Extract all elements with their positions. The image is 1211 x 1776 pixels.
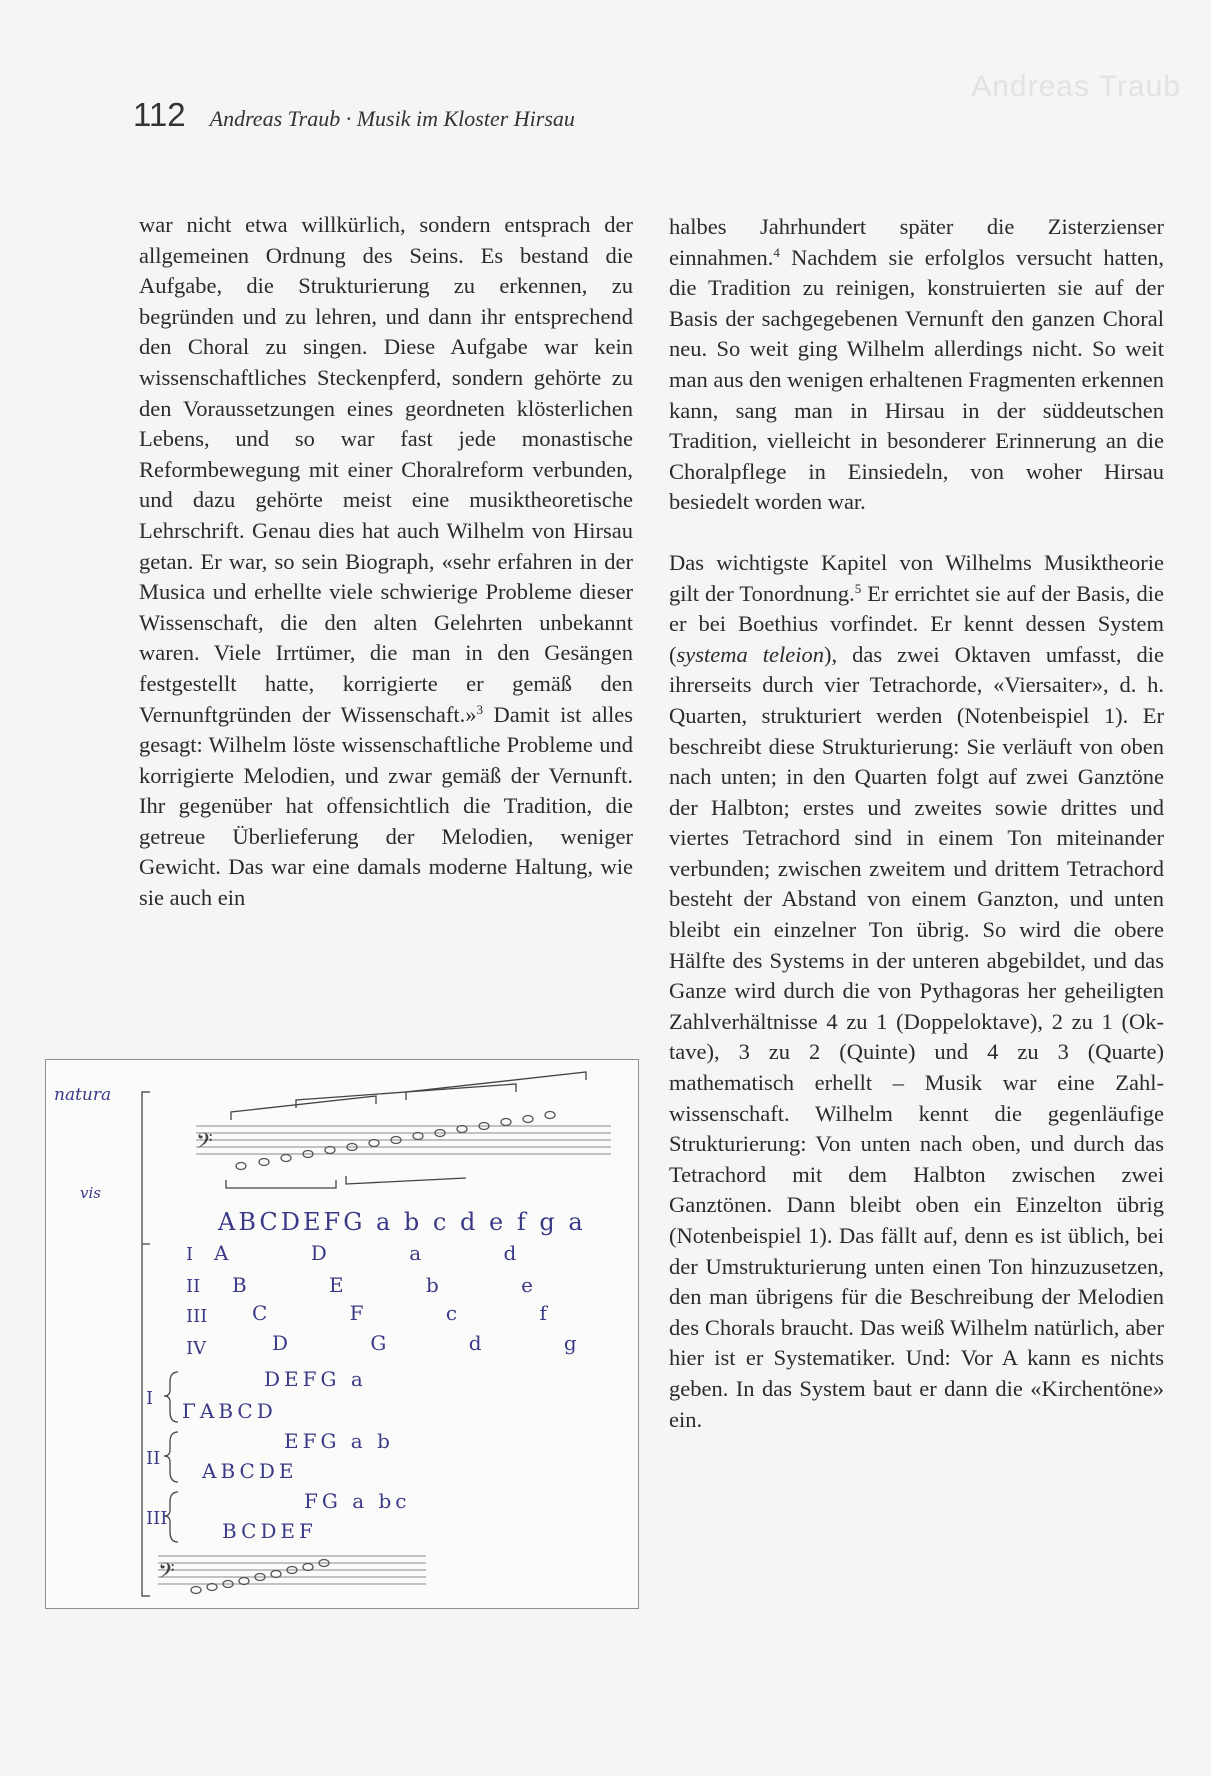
top-staff <box>196 1072 611 1188</box>
right-paragraph-1: halbes Jahrhundert später die Zisterzienser einnahmen.$^4$ Nachdem sie erfolglos versucht hatten, die Tradition zu reinigen, konstruierten sie auf der Basis der sachgegebenen Vernunft den ganzen Choral neu. So weit ging Wilhelm allerdings nicht. So weit man aus den wenigen erhaltenen Fragmenten erkennen kann, sang man in Hirsau in der süddeutschen Tradition, vielleicht in besonderer Erinnerung an die Choralpflege in Einsiedeln, von woher Hirsau besiedelt worden war. <box>669 214 1164 515</box>
term-systema-teleion: systema teleion <box>676 641 824 667</box>
roman-numeral: III <box>186 1306 208 1327</box>
label-natura: natura <box>54 1085 112 1105</box>
page-number: 112 <box>133 96 186 133</box>
footnote-ref-5[interactable]: 5 <box>854 580 862 596</box>
footnote-ref-3[interactable]: 3 <box>476 701 484 717</box>
roman-numeral: III <box>146 1508 168 1529</box>
roman-numeral: I <box>186 1244 194 1265</box>
footnote-ref-4[interactable]: 4 <box>773 244 780 260</box>
natura-tetrachords <box>186 1241 615 1359</box>
vis-groups <box>146 1367 411 1543</box>
natura-scale: ABCDEFG a b c d e f g a <box>218 1208 586 1236</box>
running-title: Andreas Traub · Musik im Kloster Hirsau <box>209 106 575 131</box>
vis-lower-notes: BCDEF <box>222 1519 317 1543</box>
handwritten-diagram <box>46 1060 638 1608</box>
vis-lower-notes: ABCDE <box>202 1459 298 1483</box>
left-column <box>139 210 633 914</box>
vis-upper-notes: EFG a b <box>284 1429 394 1453</box>
tetrachord-notes: C F c f <box>252 1301 585 1325</box>
music-example-figure <box>45 1059 639 1609</box>
roman-numeral: II <box>186 1276 201 1297</box>
vis-upper-notes: DEFG a <box>264 1367 367 1391</box>
bottom-staff <box>158 1556 426 1594</box>
right-column <box>669 212 1164 1435</box>
left-paragraph: war nicht etwa willkürlich, sondern entsprach der allgemeinen Ordnung des Seins. Es bestand die Aufgabe, die Strukturierung zu erkennen, zu begründen und zu lehren, und dann ihr entsprechend den Choral zu singen. Diese Aufgabe war kein wissenschaftliches Steckenpferd, sondern gehörte zu den Voraussetzungen eines geordneten klösterlichen Lebens, und so war fast jede monastische Reformbewegung mit einer Choralreform verbunden, und dazu gehörte meist eine musiktheoretische Lehrschrift. Genau dies hat auch Wilhelm von Hirsau getan. Er war, so sein Biograph, «sehr erfahren in der Musica und erhellte viele schwierige Probleme dieser Wissenschaft, die den alten Gelehrten unbekannt waren. Viele Irrtümer, die man in den Gesängen festgestellt hatte, korrigierte er gemäß den Vernunftgründen der Wissenschaft.»$^3$ Damit ist alles gesagt: Wilhelm löste wissenschaftliche Probleme und korrigierte Melodien, und zwar gemäß der Vernunft. Ihr gegenüber hat offensichtlich die Tradition, die getreue Überlieferung der Melodien, weniger Gewicht. Das war eine damals moderne Haltung, wie sie auch ein <box>139 212 634 911</box>
bleed-through-title: Andreas Traub <box>971 70 1181 103</box>
label-vis: vis <box>80 1184 101 1202</box>
vis-lower-notes: ΓABCD <box>182 1399 277 1423</box>
roman-numeral: IV <box>186 1338 207 1359</box>
roman-numeral: II <box>146 1448 161 1469</box>
running-header <box>133 96 575 134</box>
tetrachord-notes: A D a d <box>214 1241 555 1265</box>
bass-clef-icon: 𝄢 <box>196 1129 213 1159</box>
tetrachord-notes: B E b e <box>232 1273 572 1297</box>
bass-clef-icon: 𝄢 <box>158 1559 175 1589</box>
right-paragraph-2: Das wichtigste Kapitel von Wilhelms Musiktheorie gilt der Tonordnung.$^5$ Er errichtet sie auf der Basis, die er bei Boethius vorfindet. Er kennt dessen System (systema teleion), das zwei Oktaven umfasst, die ihrerseits durch vier Tetrachorde, «Viersaiter», d. h. Quarten, strukturiert werden (Notenbeispiel 1). Er beschreibt diese Strukturierung: Sie verläuft von oben nach unten; in den Quarten folgt auf zwei Ganztöne der Halbton; erstes und zweites sowie drittes und viertes Tetrachord sind in einem Ton miteinander verbunden; zwischen zweitem und drittem Tetrachord besteht der Abstand von einem Ganzton, und unten bleibt ein einzelner Ton übrig. So wird die obere Hälfte des Systems in der unteren abgebildet, und das Ganze wird durch die von Pythagoras her geheiligten Zahlverhältnisse 4 zu 1 (Doppeloktave), 2 zu 1 (Oktave), 3 zu 2 (Quinte) und 4 zu 3 (Quarte) mathematisch erhellt – Musik war eine Zahlwissenschaft. Wilhelm kennt die gegenläufige Strukturierung: Von unten nach oben, und durch das Tetrachord mit dem Halbton zwischen zwei Ganztönen. Dann bleibt oben ein Einzelton übrig (Notenbeispiel 1). Das fällt auf, denn es ist üblich, bei der Umstrukturierung unten einen Ton hinzuzusetzen, den man übrigens für die Beschreibung der Melodien des Chorals braucht. Das weiß Wilhelm natürlich, aber hier ist er Systematiker. Und: Vor A kann es nichts geben. In das System baut er dann die «Kirchentöne» ein. <box>669 549 1164 1432</box>
roman-numeral: I <box>146 1388 154 1409</box>
vis-upper-notes: FG a bc <box>304 1489 411 1513</box>
tetrachord-notes: D G d g <box>272 1331 615 1355</box>
